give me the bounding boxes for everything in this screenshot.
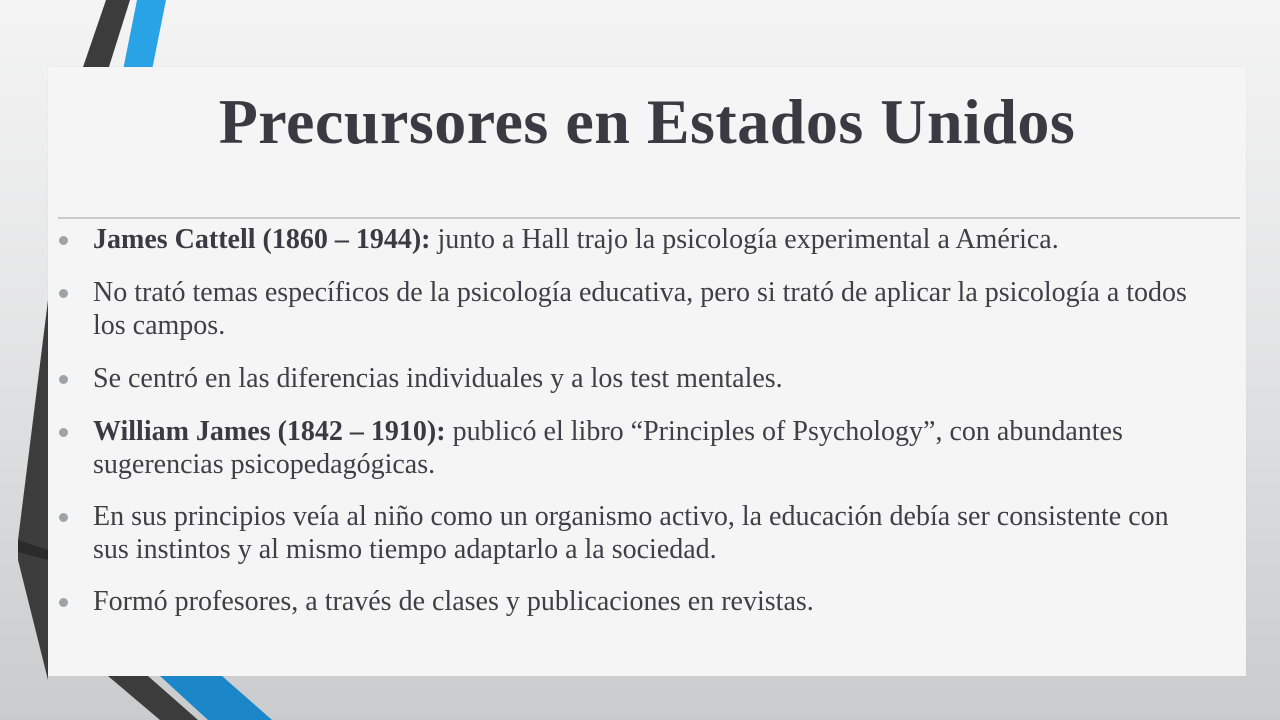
bullet-icon (59, 428, 68, 437)
bullet-item-principios (48, 500, 1246, 566)
bullet-text: No trató temas específicos de la psicología educativa, pero si trató de aplicar la psicología a todos los campos. (93, 277, 1187, 341)
bullet-bold-name: William James (1842 – 1910): (93, 416, 446, 447)
blue-stripe-shape (123, 0, 166, 70)
slide-title: Precursores en Estados Unidos (218, 86, 1076, 157)
title-divider (58, 217, 1240, 219)
dark-stripe-shape (82, 0, 130, 70)
bullet-icon (59, 513, 68, 522)
bullet-text: publicó el libro “Principles of Psychology”, con abundantes sugerencias psicopedagógicas. (93, 416, 1123, 480)
bullet-bold-name: James Cattell (1860 – 1944): (93, 224, 431, 255)
bullet-item-diferencias (48, 362, 1246, 395)
bullet-item-aplicar (48, 276, 1246, 342)
bullet-icon (59, 375, 68, 384)
bullet-text: En sus principios veía al niño como un organismo activo, la educación debía ser consistente con sus instintos y al mismo tiempo adaptarlo a la sociedad. (93, 501, 1169, 565)
bullet-text: Formó profesores, a través de clases y publicaciones en revistas. (93, 586, 814, 617)
bullet-text: Se centró en las diferencias individuales y a los test mentales. (93, 363, 783, 394)
bullet-icon (59, 598, 68, 607)
bullet-icon (59, 236, 68, 245)
bullet-list (48, 223, 1246, 618)
bullet-item-profesores (48, 585, 1246, 618)
bullet-item-william-james (48, 415, 1246, 481)
bullet-icon (59, 289, 68, 298)
slide-content-panel (48, 67, 1246, 676)
dark-chevron-shape (18, 300, 48, 680)
bullet-item-cattell (48, 223, 1246, 256)
bullet-text: junto a Hall trajo la psicología experimental a América. (430, 224, 1059, 255)
